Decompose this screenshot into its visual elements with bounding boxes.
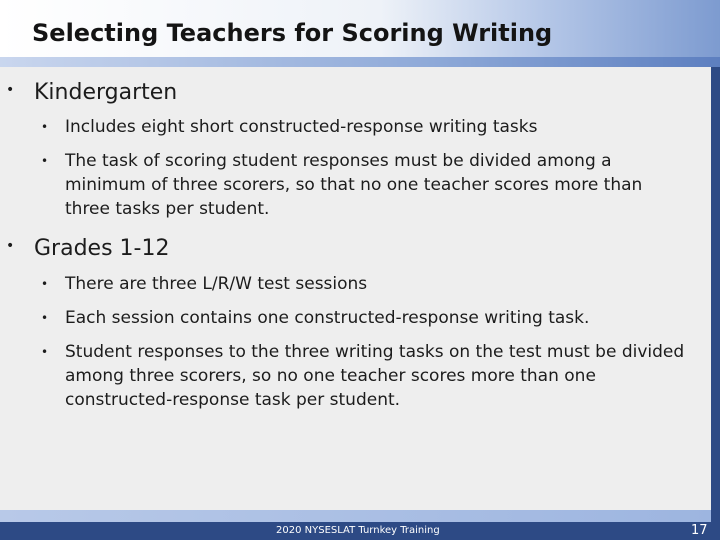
footer-band	[0, 510, 711, 522]
bullet-dot: •	[6, 82, 15, 98]
bullet-dot: •	[41, 120, 49, 134]
list-item-text: Student responses to the three writing tasks on the test must be divided among three scorers, so no one teacher scores more than one constructed-response task per student.	[65, 342, 685, 410]
slide-title: Selecting Teachers for Scoring Writing	[32, 19, 553, 47]
title-bar-stripe	[0, 57, 720, 67]
section-heading: Grades 1-12	[34, 236, 170, 261]
bullet-dot: •	[6, 238, 15, 254]
list-item-text: Each session contains one constructed-response writing task.	[65, 308, 590, 328]
list-item-text: The task of scoring student responses must be divided among a minimum of three scorers, so that no one teacher scores more than three tasks per student.	[65, 151, 643, 219]
page-number: 17	[691, 523, 708, 538]
bullet-dot: •	[41, 345, 49, 359]
section-heading: Kindergarten	[34, 80, 178, 105]
list-item-text: There are three L/R/W test sessions	[65, 274, 368, 294]
bullet-dot: •	[41, 154, 49, 168]
bullet-dot: •	[41, 311, 49, 325]
bullet-dot: •	[41, 277, 49, 291]
list-item-text: Includes eight short constructed-response writing tasks	[65, 117, 538, 137]
footer-text: 2020 NYSESLAT Turnkey Training	[276, 525, 440, 536]
